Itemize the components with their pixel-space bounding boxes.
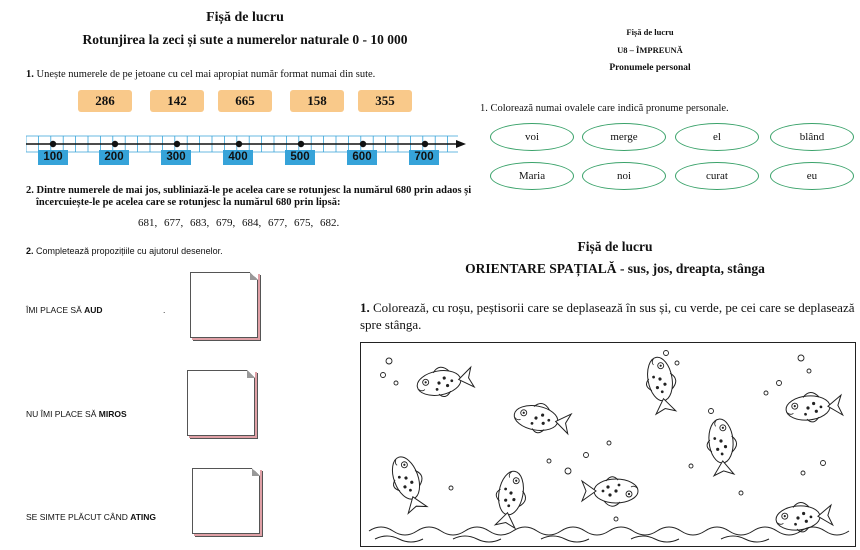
- sense-sentence-touch: [26, 512, 156, 522]
- sheet1-exercise2-line2: încercuiește-le pe acelea care se rotunjesc la numărul 680 prin lipsă:: [36, 197, 341, 208]
- sheet1-title: Fișă de lucru: [206, 10, 284, 25]
- number-line-point: [298, 141, 304, 147]
- exercise-text: Colorează numai ovalele care indică pronume personale.: [490, 103, 729, 114]
- oval-word[interactable]: merge: [582, 123, 666, 151]
- fish-down-left[interactable]: [385, 452, 432, 515]
- sheet1-exercise1: [26, 69, 375, 80]
- token-1: 286: [78, 90, 132, 112]
- exercise-text: Completează propozițiile cu ajutorul desenelor.: [36, 246, 223, 256]
- number-line-point: [112, 141, 118, 147]
- token-3: 665: [218, 90, 272, 112]
- number-line-label: 500: [285, 150, 315, 165]
- token-4: 158: [290, 90, 344, 112]
- number-line-label: 200: [99, 150, 129, 165]
- sheet2-exercise: [26, 246, 223, 256]
- sentence-prefix: SE SIMTE PLĂCUT CÂND: [26, 512, 131, 522]
- token-2: 142: [150, 90, 204, 112]
- drawing-box[interactable]: [187, 370, 255, 436]
- token-5: 355: [358, 90, 412, 112]
- fish-left-top[interactable]: [415, 362, 475, 401]
- sentence-prefix: NU ÎMI PLACE SĂ: [26, 409, 99, 419]
- subtitle-rest: - sus, jos, dreapta, stânga: [616, 261, 765, 276]
- drawing-box[interactable]: [190, 272, 258, 338]
- sheet3-exercise: [480, 103, 729, 114]
- exercise-text: Colorează, cu roșu, peștisorii care se deplasează în sus și, cu verde, pe cei care se deplasează spre stânga.: [360, 300, 855, 332]
- fish-picture[interactable]: [360, 342, 856, 547]
- oval-word[interactable]: Maria: [490, 162, 574, 190]
- sheet4-subtitle: [420, 261, 810, 277]
- oval-word[interactable]: noi: [582, 162, 666, 190]
- sentence-dot: .: [163, 305, 166, 315]
- sheet4-title: Fișă de lucru: [577, 239, 653, 254]
- exercise-number: 2.: [26, 246, 34, 256]
- fish-up-center[interactable]: [491, 469, 530, 529]
- number-line-point: [422, 141, 428, 147]
- exercise-text: Unește numerele de pe jetoane cu cel mai apropiat număr format numai din sute.: [36, 69, 376, 80]
- fish-right-center[interactable]: [582, 477, 638, 507]
- number-line-label: 100: [38, 150, 68, 165]
- oval-word[interactable]: voi: [490, 123, 574, 151]
- number-line-point: [236, 141, 242, 147]
- drawing-box[interactable]: [192, 468, 260, 534]
- subtitle-bold: ORIENTARE SPAȚIALĂ: [465, 261, 617, 276]
- number-line-label: 700: [409, 150, 439, 165]
- sheet3-unit: U8 – ÎMPREUNĂ: [617, 45, 683, 55]
- sheet3-title: Fișă de lucru: [626, 27, 674, 37]
- sense-sentence-smell: [26, 409, 127, 419]
- sense-sentence-hear: [26, 305, 166, 315]
- sheet1-exercise2-line1: [26, 184, 476, 197]
- fish-left-right[interactable]: [785, 390, 843, 424]
- sentence-verb: AUD: [84, 305, 103, 315]
- oval-word[interactable]: eu: [770, 162, 854, 190]
- oval-word[interactable]: blând: [770, 123, 854, 151]
- number-line-label: 300: [161, 150, 191, 165]
- exercise-number: 2.: [26, 185, 34, 196]
- number-line-point: [50, 141, 56, 147]
- sheet3-topic: Pronumele personal: [609, 63, 691, 73]
- oval-word[interactable]: curat: [675, 162, 759, 190]
- exercise-text: Dintre numerele de mai jos, subliniază-le pe acelea care se rotunjesc la numărul 680 prin adaos și: [36, 185, 472, 196]
- fish-up-right[interactable]: [705, 418, 739, 476]
- exercise-number: 1.: [360, 300, 370, 315]
- sentence-verb: ATING: [130, 512, 157, 522]
- number-line-point: [174, 141, 180, 147]
- sentence-prefix: ÎMI PLACE SĂ: [26, 305, 85, 315]
- sheet1-subtitle: Rotunjirea la zeci și sute a numerelor naturale 0 - 10 000: [82, 32, 408, 47]
- fish-left-middle[interactable]: [512, 399, 572, 438]
- sheet4-exercise: [360, 299, 855, 333]
- sentence-verb: MIROS: [98, 409, 127, 419]
- exercise-number: 1.: [480, 103, 488, 114]
- number-line-point: [360, 141, 366, 147]
- exercise-number: 1.: [26, 69, 34, 80]
- number-line-label: 600: [347, 150, 377, 165]
- wave-line: [375, 536, 769, 542]
- number-line-label: 400: [223, 150, 253, 165]
- sheet1-number-list: 681, 677, 683, 679, 684, 677, 675, 682.: [138, 217, 340, 229]
- wave-line: [369, 527, 849, 535]
- oval-word[interactable]: el: [675, 123, 759, 151]
